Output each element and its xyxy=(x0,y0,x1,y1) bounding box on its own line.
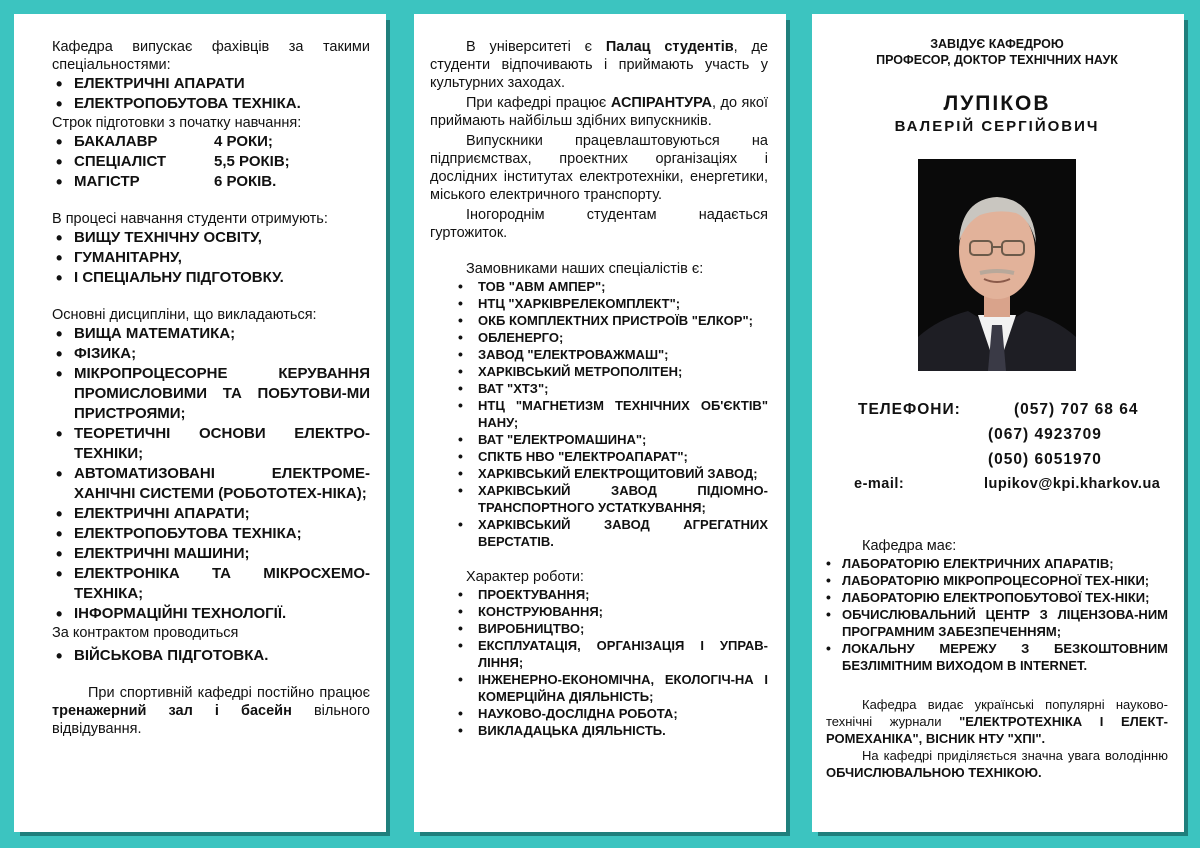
phone-number: (067) 4923709 xyxy=(988,426,1102,443)
list-item: • НТЦ "ХАРКІВРЕЛЕКОМПЛЕКТ"; xyxy=(430,295,768,312)
head-title-line2: ПРОФЕСОР, ДОКТОР ТЕХНІЧНИХ НАУК xyxy=(876,53,1118,67)
head-given-names: ВАЛЕРІЙ СЕРГІЙОВИЧ xyxy=(894,118,1100,135)
panel-university xyxy=(414,14,786,832)
list-item: • ІНЖЕНЕРНО-ЕКОНОМІЧНА, ЕКОЛОГІЧ-НА І КОМЕРЦІЙНА ДІЯЛЬНІСТЬ; xyxy=(430,671,768,705)
list-item: • ІНФОРМАЦІЙНІ ТЕХНОЛОГІЇ. xyxy=(52,604,370,624)
customers-list xyxy=(430,278,768,550)
phones-label: ТЕЛЕФОНИ: xyxy=(858,401,961,418)
receive-intro: В процесі навчання студенти отримують: xyxy=(52,211,328,227)
journals-names: "ЕЛЕКТРОТЕХНІКА І ЕЛЕКТ-РОМЕХАНІКА", ВІСНИК НТУ "ХПІ". xyxy=(826,714,1168,746)
list-item: • АВТОМАТИЗОВАНІ ЕЛЕКТРОМЕ-ХАНІЧНІ СИСТЕМИ (РОБОТОТЕХ-НІКА); xyxy=(52,464,370,504)
list-item: • ТОВ "АВМ АМПЕР"; xyxy=(430,278,768,295)
degree-name: БАКАЛАВР xyxy=(74,133,158,150)
work-list xyxy=(430,586,768,739)
contacts-block xyxy=(826,397,1168,497)
list-item: • ЛАБОРАТОРІЮ ЕЛЕКТРИЧНИХ АПАРАТІВ; xyxy=(826,555,1168,572)
asp-text-end: , до якої приймають найбільш здібних випускників. xyxy=(430,95,768,129)
specialties-list xyxy=(52,74,370,114)
panel-head xyxy=(812,14,1184,832)
sport-facility: тренажерний зал і басейн xyxy=(52,703,292,719)
degree-name: МАГІСТР xyxy=(74,173,140,190)
head-surname: ЛУПІКОВ xyxy=(943,92,1051,115)
sport-paragraph xyxy=(52,684,370,738)
disciplines-intro: Основні дисципліни, що викладаються: xyxy=(52,307,317,323)
computer-text: На кафедрі приділяється значна увага володінню xyxy=(862,748,1168,763)
degree-years: 4 РОКИ; xyxy=(214,133,273,150)
degree-name: СПЕЦІАЛІСТ xyxy=(74,153,167,170)
list-item: • ХАРКІВСЬКИЙ ЗАВОД АГРЕГАТНИХ ВЕРСТАТІВ. xyxy=(430,516,768,550)
list-item: • ОКБ КОМПЛЕКТНИХ ПРИСТРОЇВ "ЕЛКОР"; xyxy=(430,312,768,329)
list-item: • ЛОКАЛЬНУ МЕРЕЖУ З БЕЗКОШТОВНИМ БЕЗЛІМІТНИМ ВИХОДОМ В INTERNET. xyxy=(826,640,1168,674)
list-item: • ВИЩА МАТЕМАТИКА; xyxy=(52,324,370,344)
list-item: • ВАТ "ХТЗ"; xyxy=(430,380,768,397)
email-link[interactable]: lupikov@kpi.kharkov.ua xyxy=(984,476,1161,492)
journals-paragraph xyxy=(826,696,1168,747)
list-item: • ПРОЕКТУВАННЯ; xyxy=(430,586,768,603)
degrees-list xyxy=(52,132,370,192)
list-item: • НТЦ "МАГНЕТИЗМ ТЕХНІЧНИХ ОБ'ЄКТІВ" НАНУ; xyxy=(430,397,768,431)
list-item: • ЛАБОРАТОРІЮ МІКРОПРОЦЕСОРНОЇ ТЕХ-НІКИ; xyxy=(826,572,1168,589)
disciplines-list xyxy=(52,324,370,624)
phone-number: (057) 707 68 64 xyxy=(1014,401,1139,418)
list-item: • СПКТБ НВО "ЕЛЕКТРОАПАРАТ"; xyxy=(430,448,768,465)
palace-text-end: , де студенти відпочивають і приймають участь у культурних заходах. xyxy=(430,39,769,91)
list-item: • ЕКСПЛУАТАЦІЯ, ОРГАНІЗАЦІЯ І УПРАВ-ЛІННЯ; xyxy=(430,637,768,671)
list-item: • ВИРОБНИЦТВО; xyxy=(430,620,768,637)
list-item: • КОНСТРУЮВАННЯ; xyxy=(430,603,768,620)
palace-name: Палац студентів xyxy=(605,39,734,55)
list-item: • ХАРКІВСЬКИЙ ЗАВОД ПІДІОМНО-ТРАНСПОРТНОГО УСТАТКУВАННЯ; xyxy=(430,482,768,516)
has-intro: Кафедра має: xyxy=(862,538,957,554)
sport-text: При спортивній кафедрі постійно працює xyxy=(88,685,370,701)
degree-years: 5,5 РОКІВ; xyxy=(214,153,290,170)
specialties-intro: Кафедра випускає фахівців за такими спеціальностями: xyxy=(52,39,370,73)
list-item: • ФІЗИКА; xyxy=(52,344,370,364)
email-row xyxy=(826,472,1168,497)
receive-list xyxy=(52,228,370,288)
head-title-line1: ЗАВІДУЄ КАФЕДРОЮ xyxy=(930,37,1064,51)
list-item: • ЕЛЕКТРИЧНІ АПАРАТИ xyxy=(52,74,370,94)
degree-years: 6 РОКІВ. xyxy=(214,173,277,190)
list-item: • ЕЛЕКТРОНІКА ТА МІКРОСХЕМО-ТЕХНІКА; xyxy=(52,564,370,604)
computer-paragraph xyxy=(826,747,1168,781)
list-item: • ВАТ "ЕЛЕКТРОМАШИНА"; xyxy=(430,431,768,448)
list-item: • ГУМАНІТАРНУ, xyxy=(52,248,370,268)
contract-intro: За контрактом проводиться xyxy=(52,625,239,641)
facilities-list xyxy=(826,555,1168,674)
dorm-paragraph: Іногороднім студентам надається гуртожиток. xyxy=(430,207,768,241)
palace-text: В університеті є xyxy=(466,39,606,55)
customers-intro: Замовниками наших спеціалістів є: xyxy=(466,261,704,277)
asp-name: АСПІРАНТУРА xyxy=(610,95,712,111)
list-item: • ЕЛЕКТРИЧНІ МАШИНИ; xyxy=(52,544,370,564)
phone-row xyxy=(826,447,1168,472)
list-item: • ХАРКІВСЬКИЙ МЕТРОПОЛІТЕН; xyxy=(430,363,768,380)
list-item: • ЛАБОРАТОРІЮ ЕЛЕКТРОПОБУТОВОЇ ТЕХ-НІКИ; xyxy=(826,589,1168,606)
email-label: e-mail: xyxy=(854,476,905,492)
work-intro: Характер роботи: xyxy=(466,569,584,585)
panel-specialties xyxy=(14,14,386,832)
list-item: • ВИКЛАДАЦЬКА ДІЯЛЬНІСТЬ. xyxy=(430,722,768,739)
list-item: • ЕЛЕКТРИЧНІ АПАРАТИ; xyxy=(52,504,370,524)
sport-text-end: вільного відвідування. xyxy=(52,703,370,737)
list-item xyxy=(52,132,370,152)
asp-text: При кафедрі працює xyxy=(466,95,611,111)
computer-emphasis: ОБЧИСЛЮВАЛЬНОЮ ТЕХНІКОЮ. xyxy=(826,765,1042,780)
palace-paragraph xyxy=(430,38,768,92)
list-item: • ХАРКІВСЬКИЙ ЕЛЕКТРОЩИТОВИЙ ЗАВОД; xyxy=(430,465,768,482)
contract-list xyxy=(52,646,370,666)
phone-row xyxy=(826,422,1168,447)
list-item: • МІКРОПРОЦЕСОРНЕ КЕРУВАННЯ ПРОМИСЛОВИМИ ТА ПОБУТОВИ-МИ ПРИСТРОЯМИ; xyxy=(52,364,370,424)
list-item: • ЕЛЕКТРОПОБУТОВА ТЕХНІКА; xyxy=(52,524,370,544)
portrait-image xyxy=(918,159,1076,371)
list-item: • І СПЕЦІАЛЬНУ ПІДГОТОВКУ. xyxy=(52,268,370,288)
phone-row xyxy=(826,397,1168,422)
journals-text: Кафедра видає українські популярні науково-технічні журнали xyxy=(826,697,1168,729)
list-item: • ВІЙСЬКОВА ПІДГОТОВКА. xyxy=(52,646,370,666)
phone-number: (050) 6051970 xyxy=(988,451,1102,468)
list-item: • НАУКОВО-ДОСЛІДНА РОБОТА; xyxy=(430,705,768,722)
list-item: • ВИЩУ ТЕХНІЧНУ ОСВІТУ, xyxy=(52,228,370,248)
term-intro: Строк підготовки з початку навчання: xyxy=(52,115,302,131)
portrait-photo xyxy=(918,159,1076,371)
list-item xyxy=(52,172,370,192)
list-item: • ЕЛЕКТРОПОБУТОВА ТЕХНІКА. xyxy=(52,94,370,114)
aspirantura-paragraph xyxy=(430,94,768,130)
list-item: • ЗАВОД "ЕЛЕКТРОВАЖМАШ"; xyxy=(430,346,768,363)
list-item xyxy=(52,152,370,172)
list-item: • ТЕОРЕТИЧНІ ОСНОВИ ЕЛЕКТРО-ТЕХНІКИ; xyxy=(52,424,370,464)
list-item: • ОБЛЕНЕРГО; xyxy=(430,329,768,346)
list-item: • ОБЧИСЛЮВАЛЬНИЙ ЦЕНТР З ЛІЦЕНЗОВА-НИМ ПРОГРАМНИМ ЗАБЕЗПЕЧЕННЯМ; xyxy=(826,606,1168,640)
graduates-paragraph: Випускники працевлаштовуються на підприємствах, проектних організаціях і дослідних інститутах електротехніки, енергетики, міського електричного транспорту. xyxy=(430,133,768,203)
